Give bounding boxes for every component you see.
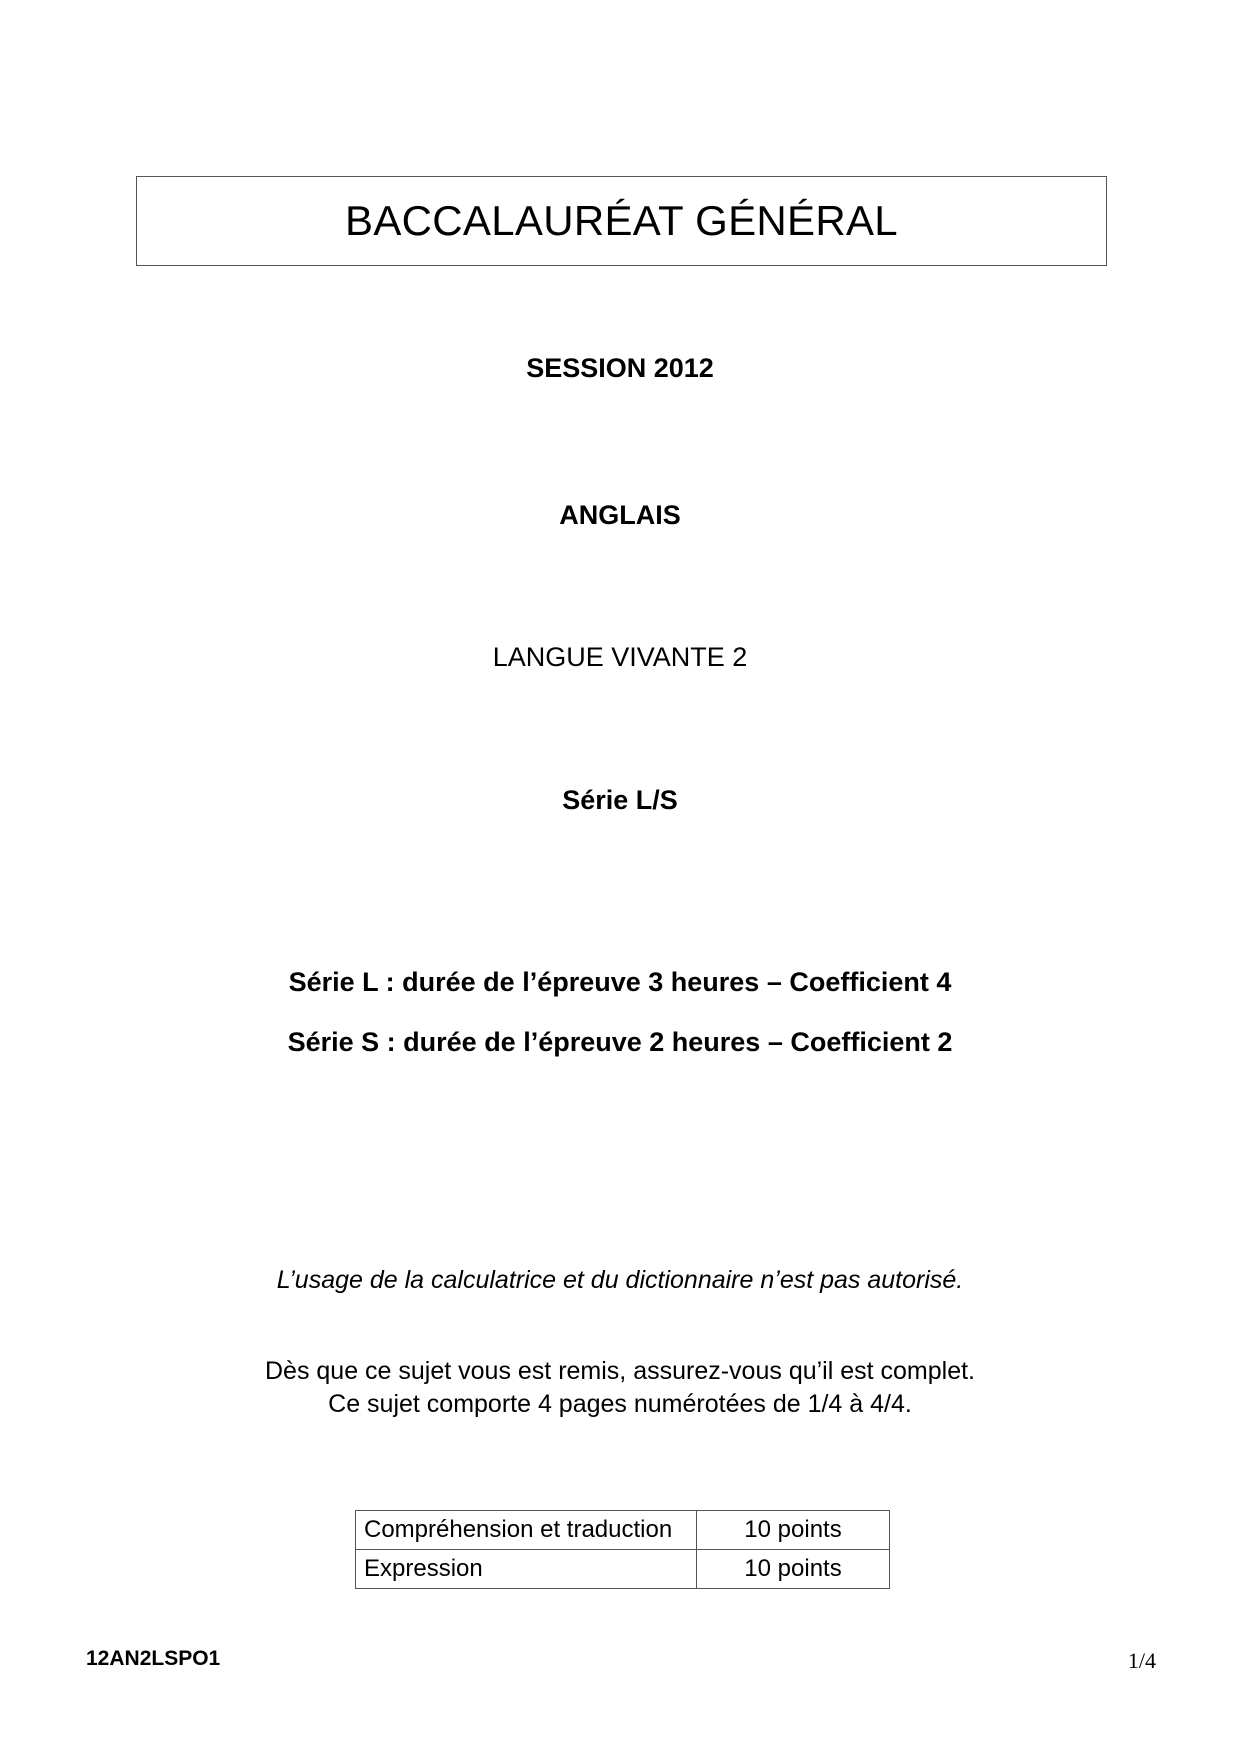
duration-series-s: Série S : durée de l’épreuve 2 heures – Coefficient 2	[287, 1027, 953, 1057]
table-row	[356, 1511, 890, 1550]
subject-label: ANGLAIS	[559, 500, 681, 530]
completeness-notice-line1: Dès que ce sujet vous est remis, assurez-vous qu’il est complet.	[264, 1357, 976, 1385]
table-row	[356, 1550, 890, 1589]
title-box	[136, 176, 1107, 266]
completeness-notice-line2: Ce sujet comporte 4 pages numérotées de 1/4 à 4/4.	[328, 1390, 912, 1418]
duration-series-l: Série L : durée de l’épreuve 3 heures – Coefficient 4	[288, 967, 952, 997]
table-cell-section: Compréhension et traduction	[356, 1511, 697, 1550]
session-label: SESSION 2012	[526, 353, 714, 383]
document-code: 12AN2LSPO1	[86, 1647, 221, 1670]
table-cell-points: 10 points	[697, 1550, 890, 1589]
scoring-table	[355, 1510, 890, 1589]
series-label: Série L/S	[562, 785, 678, 815]
table-cell-section: Expression	[356, 1550, 697, 1589]
page-title: BACCALAURÉAT GÉNÉRAL	[345, 197, 898, 244]
language-level-label: LANGUE VIVANTE 2	[492, 642, 748, 672]
calculator-notice: L’usage de la calculatrice et du dictionnaire n’est pas autorisé.	[276, 1266, 964, 1294]
page-number: 1/4	[1127, 1648, 1156, 1673]
table-cell-points: 10 points	[697, 1511, 890, 1550]
